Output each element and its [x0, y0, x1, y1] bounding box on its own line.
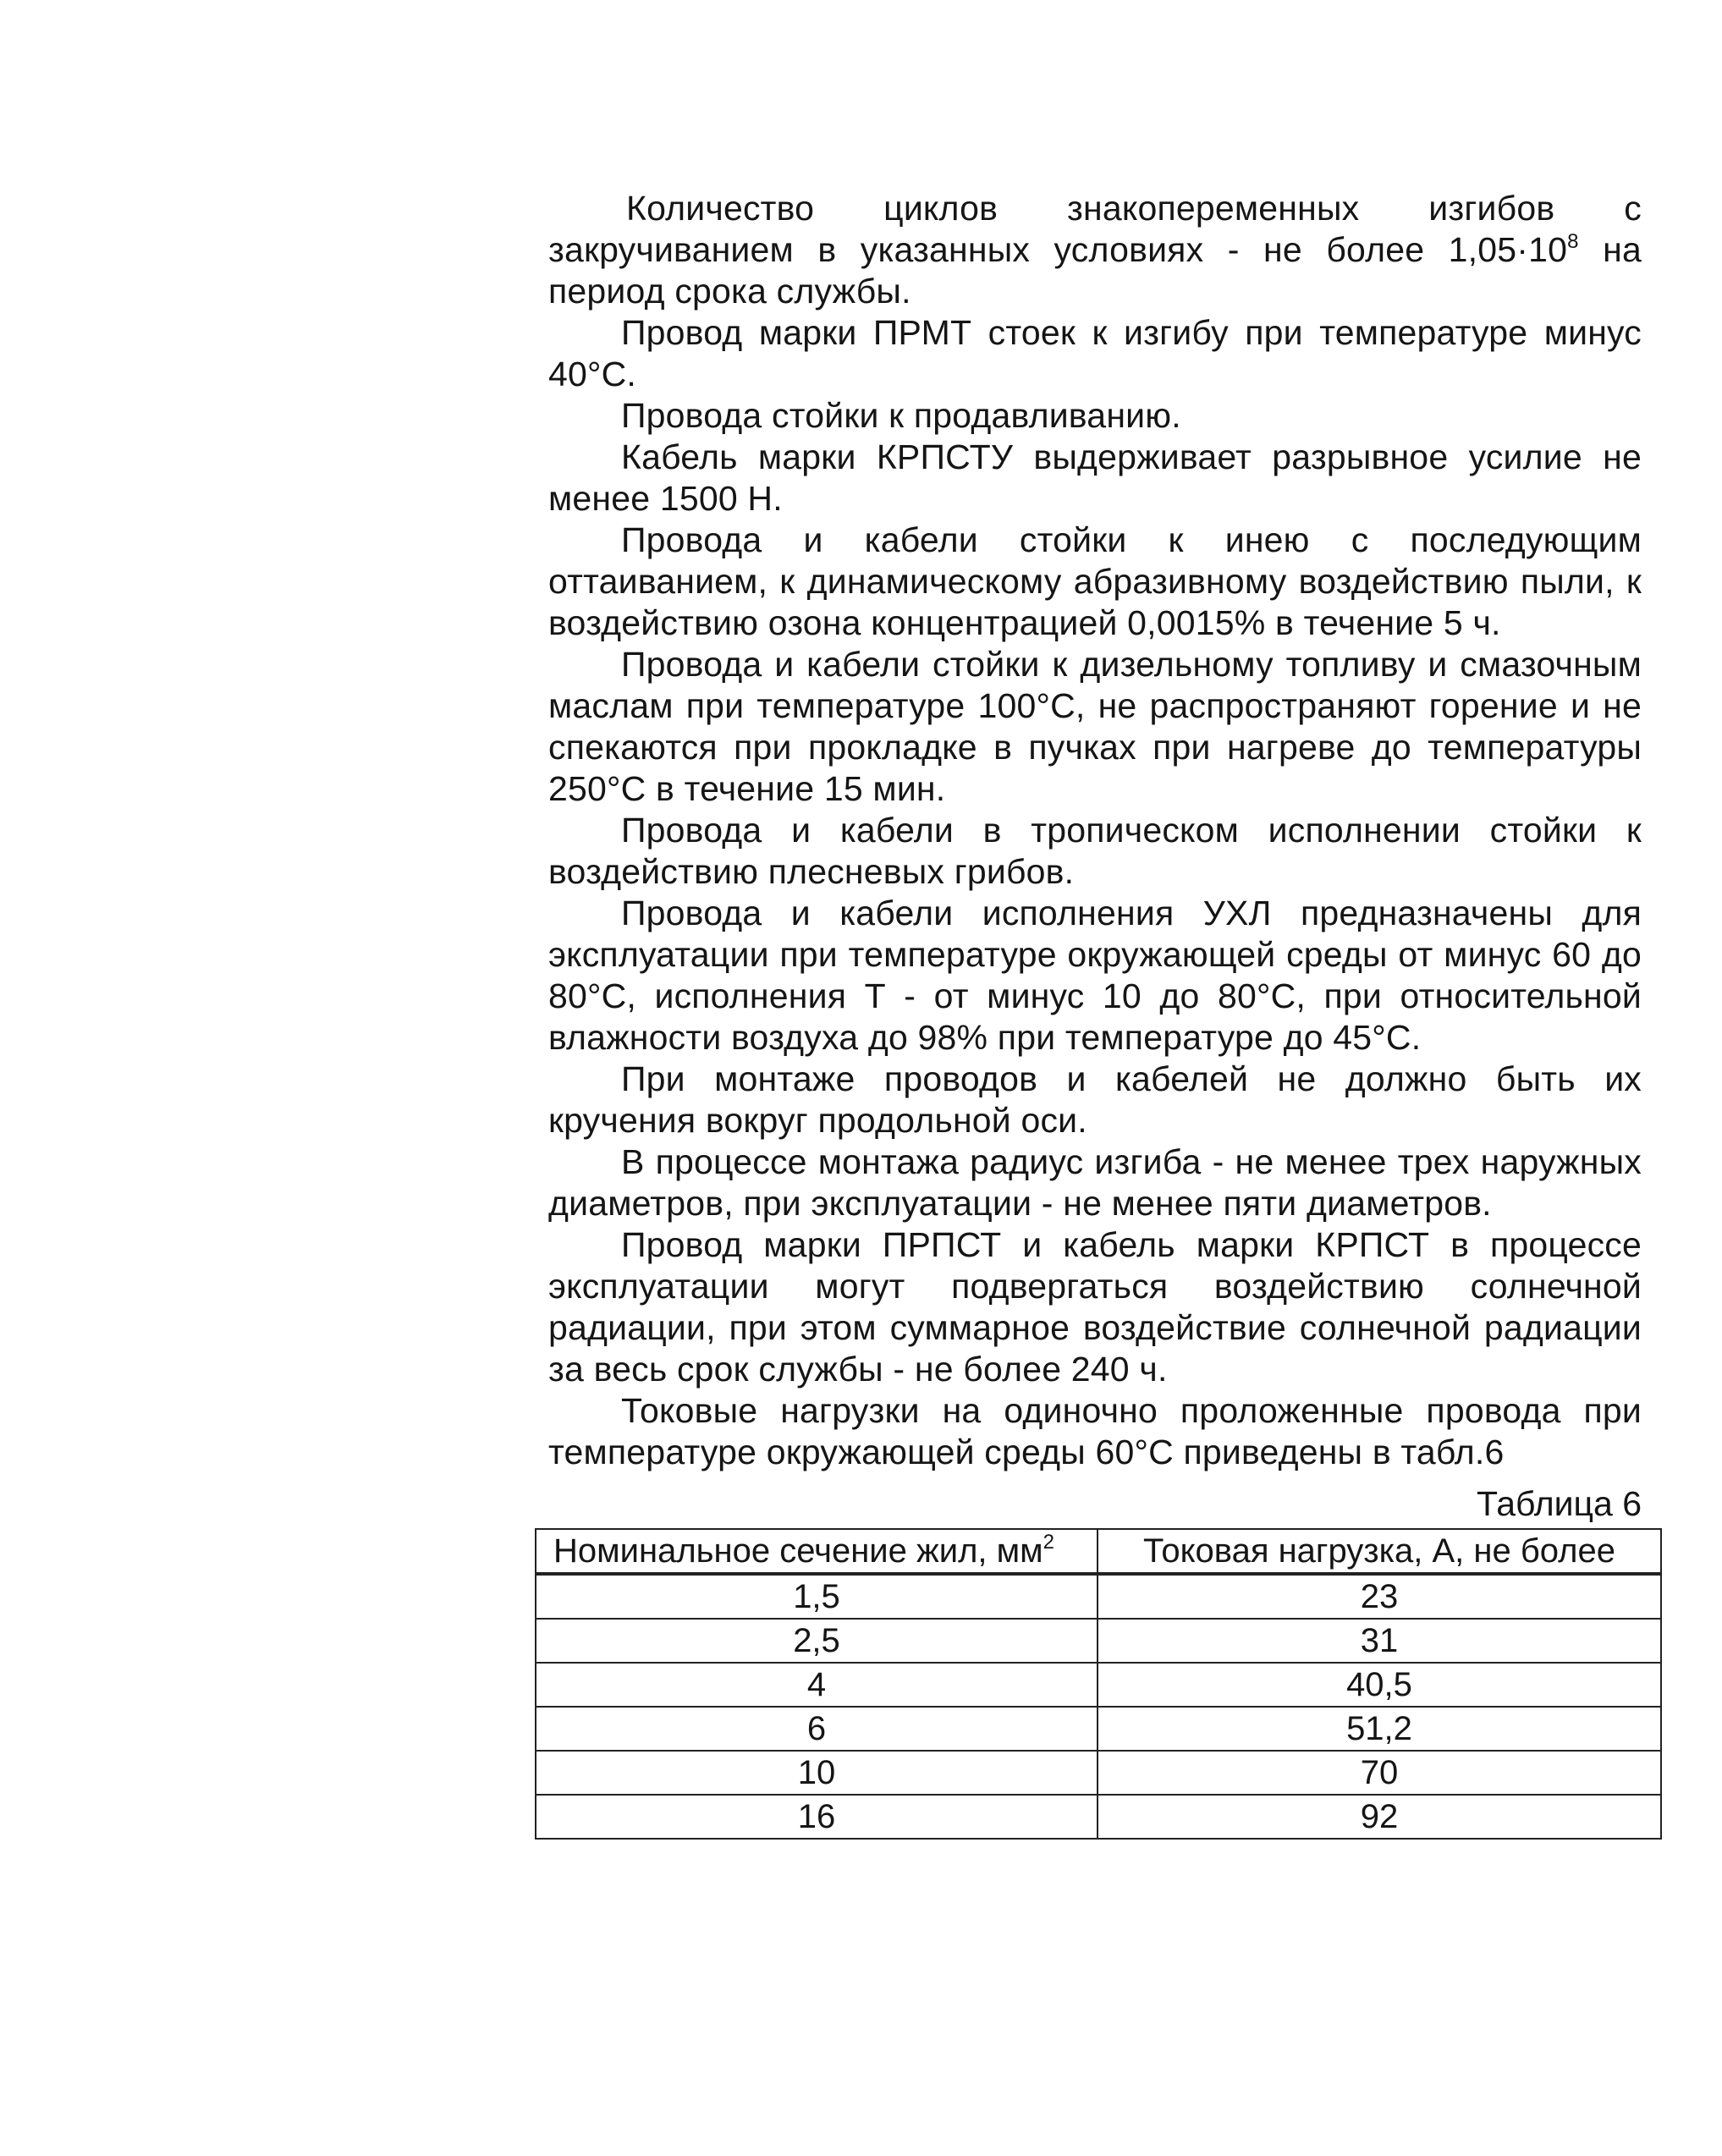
paragraph-text-tail: на период срока службы. — [548, 230, 1642, 311]
unit-superscript: 2 — [1043, 1531, 1055, 1554]
body-text — [548, 188, 1642, 1473]
column-header-section-text: Номинальное сечение жил, мм — [553, 1532, 1043, 1570]
paragraph: Провод марки ПРМТ стоек к изгибу при температуре минус 40°С. — [548, 313, 1642, 393]
table-caption: Таблица 6 — [1477, 1484, 1642, 1523]
table-row — [536, 1574, 1661, 1619]
table-row — [536, 1707, 1661, 1751]
cell-section: 16 — [536, 1795, 1098, 1839]
paragraph — [548, 188, 1642, 312]
paragraph: При монтаже проводов и кабелей не должно быть их кручения вокруг продольной оси. — [548, 1059, 1642, 1140]
document-page — [548, 188, 1642, 1840]
table-header-row — [536, 1529, 1661, 1574]
paragraph: Токовые нагрузки на одиночно проложенные провода при температуре окружающей среды 60°С приведены в табл.6 — [548, 1391, 1642, 1471]
paragraph: В процессе монтажа радиус изгиба - не менее трех наружных диаметров, при эксплуатации - не менее пяти диаметров. — [548, 1142, 1642, 1223]
cell-current: 23 — [1098, 1574, 1661, 1619]
cell-section: 2,5 — [536, 1619, 1098, 1663]
cell-current: 51,2 — [1098, 1707, 1661, 1751]
table-row — [536, 1795, 1661, 1839]
cell-section: 10 — [536, 1751, 1098, 1795]
cell-section: 4 — [536, 1663, 1098, 1707]
paragraph: Провода и кабели стойки к инею с последующим оттаиванием, к динамическому абразивному воздействию пыли, к воздействию озона концентрацией 0,0015% в течение 5 ч. — [548, 520, 1642, 642]
superscript-exponent: 8 — [1567, 230, 1579, 253]
table-row — [536, 1751, 1661, 1795]
cell-current: 31 — [1098, 1619, 1661, 1663]
column-header-section — [536, 1529, 1098, 1574]
cell-current: 92 — [1098, 1795, 1661, 1839]
cell-current: 40,5 — [1098, 1663, 1661, 1707]
cell-section: 1,5 — [536, 1574, 1098, 1619]
paragraph: Провода стойки к продавливанию. — [621, 396, 1181, 435]
cell-current: 70 — [1098, 1751, 1661, 1795]
table-row — [536, 1619, 1661, 1663]
cell-section: 6 — [536, 1707, 1098, 1751]
current-load-table — [535, 1528, 1662, 1840]
table-row — [536, 1663, 1661, 1707]
column-header-current: Токовая нагрузка, А, не более — [1098, 1529, 1661, 1574]
paragraph: Провода и кабели в тропическом исполнении стойки к воздействию плесневых грибов. — [548, 811, 1642, 891]
paragraph: Провод марки ПРПСТ и кабель марки КРПСТ в процессе эксплуатации могут подвергаться воздействию солнечной радиации, при этом суммарное воздействие солнечной радиации за весь срок службы - не более 240 ч. — [548, 1225, 1642, 1389]
paragraph-text: Количество циклов знакопеременных изгибов с закручиванием в указанных условиях - не более 1,05·10 — [548, 189, 1642, 269]
paragraph: Кабель марки КРПСТУ выдерживает разрывное усилие не менее 1500 Н. — [548, 437, 1642, 518]
paragraph: Провода и кабели исполнения УХЛ предназначены для эксплуатации при температуре окружающей среды от минус 60 до 80°С, исполнения Т - от минус 10 до 80°С, при относительной влажности воздуха до 98% при температуре до 45°С. — [548, 894, 1642, 1057]
paragraph: Провода и кабели стойки к дизельному топливу и смазочным маслам при температуре 100°С, не распространяют горение и не спекаются при прокладке в пучках при нагреве до температуры 250°С в течение 15 мин. — [548, 645, 1642, 808]
